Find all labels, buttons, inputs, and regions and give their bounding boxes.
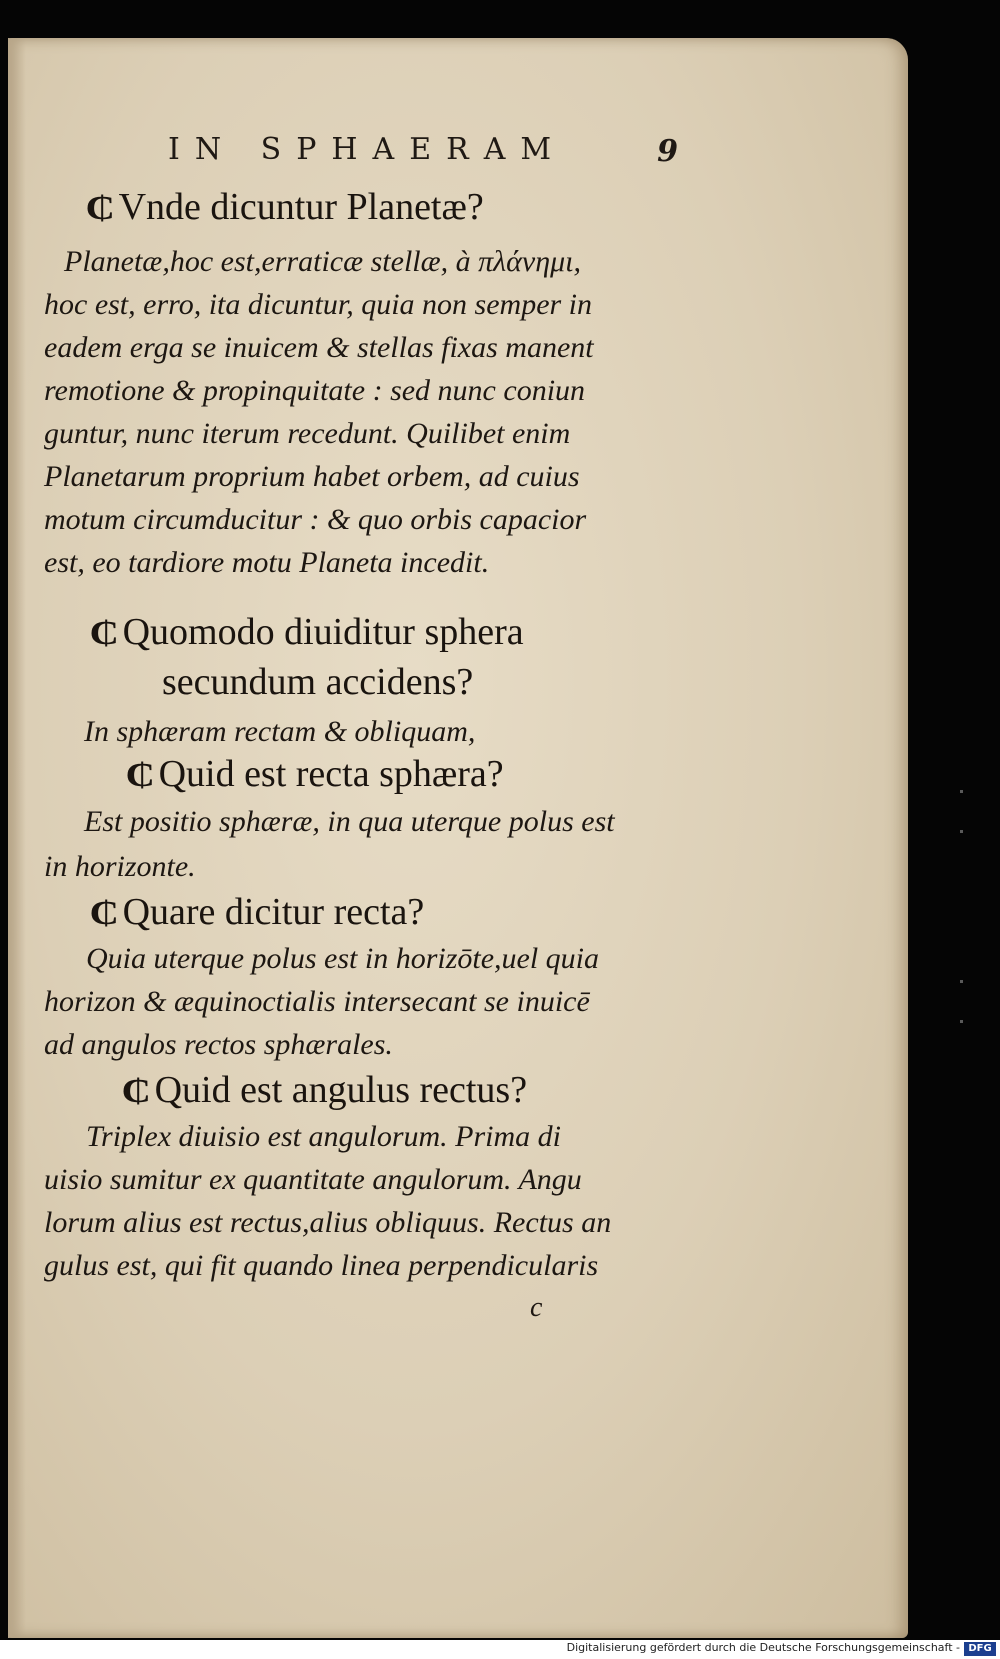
page-gutter-shadow xyxy=(8,38,26,1638)
text-line: Quia uterque polus est in horizōte,uel quia xyxy=(86,942,600,975)
text-line: eadem erga se inuicem & stellas fixas manent xyxy=(44,331,594,364)
text-line: uisio sumitur ex quantitate angulorum. Angu xyxy=(44,1163,582,1196)
paragraph-mark-icon: ₵ xyxy=(121,1073,152,1110)
digitization-credit-bar xyxy=(0,1640,1000,1659)
credit-text: Digitalisierung gefördert durch die Deutsche Forschungsgemeinschaft - xyxy=(566,1641,960,1654)
running-head-title: IN SPHAERAM xyxy=(168,132,567,167)
text-line: lorum alius est rectus,alius obliquus. Rectus an xyxy=(44,1206,612,1239)
section-heading: ₵Quid est recta sphæra? xyxy=(125,753,504,795)
text-line: In sphæram rectam & obliquam, xyxy=(84,715,476,748)
text-line: Triplex diuisio est angulorum. Prima di xyxy=(86,1120,562,1153)
text-line: Planetarum proprium habet orbem, ad cuius xyxy=(44,460,580,493)
paragraph-mark-icon: ₵ xyxy=(89,895,120,932)
scan-artifact xyxy=(960,980,963,983)
section-heading: ₵Quare dicitur recta? xyxy=(89,891,425,933)
catchword: c xyxy=(530,1292,543,1323)
scan-artifact xyxy=(960,1020,963,1023)
paragraph-mark-icon: ₵ xyxy=(85,190,116,227)
section-heading: ₵Quomodo diuiditur sphera xyxy=(89,611,524,653)
section-heading: ₵Quid est angulus rectus? xyxy=(121,1069,528,1111)
text-line: guntur, nunc iterum recedunt. Quilibet enim xyxy=(44,417,571,450)
text-line: Est positio sphæræ, in qua uterque polus est xyxy=(84,805,615,838)
text-line: remotione & propinquitate : sed nunc coniun xyxy=(44,374,586,407)
paragraph-mark-icon: ₵ xyxy=(89,615,120,652)
text-line: motum circumducitur : & quo orbis capacior xyxy=(44,503,587,536)
text-line: ad angulos rectos sphærales. xyxy=(44,1028,393,1061)
text-line: horizon & æquinoctialis intersecant se inuicē xyxy=(44,985,590,1018)
text-line: hoc est, erro, ita dicuntur, quia non semper in xyxy=(44,288,593,321)
text-line: in horizonte. xyxy=(44,850,196,883)
text-line: gulus est, qui fit quando linea perpendicularis xyxy=(44,1249,599,1282)
section-heading: ₵Vnde dicuntur Planetæ? xyxy=(85,186,484,228)
paragraph-mark-icon: ₵ xyxy=(125,757,156,794)
running-head xyxy=(168,132,678,176)
text-line: Planetæ,hoc est,erraticæ stellæ, à πλάνημι, xyxy=(64,245,581,278)
scan-artifact xyxy=(960,790,963,793)
folio-number: 9 xyxy=(657,134,678,169)
section-heading-continued: secundum accidens? xyxy=(162,661,474,703)
scan-artifact xyxy=(960,830,963,833)
dfg-logo: DFG xyxy=(964,1642,996,1656)
text-line: est, eo tardiore motu Planeta incedit. xyxy=(44,546,490,579)
